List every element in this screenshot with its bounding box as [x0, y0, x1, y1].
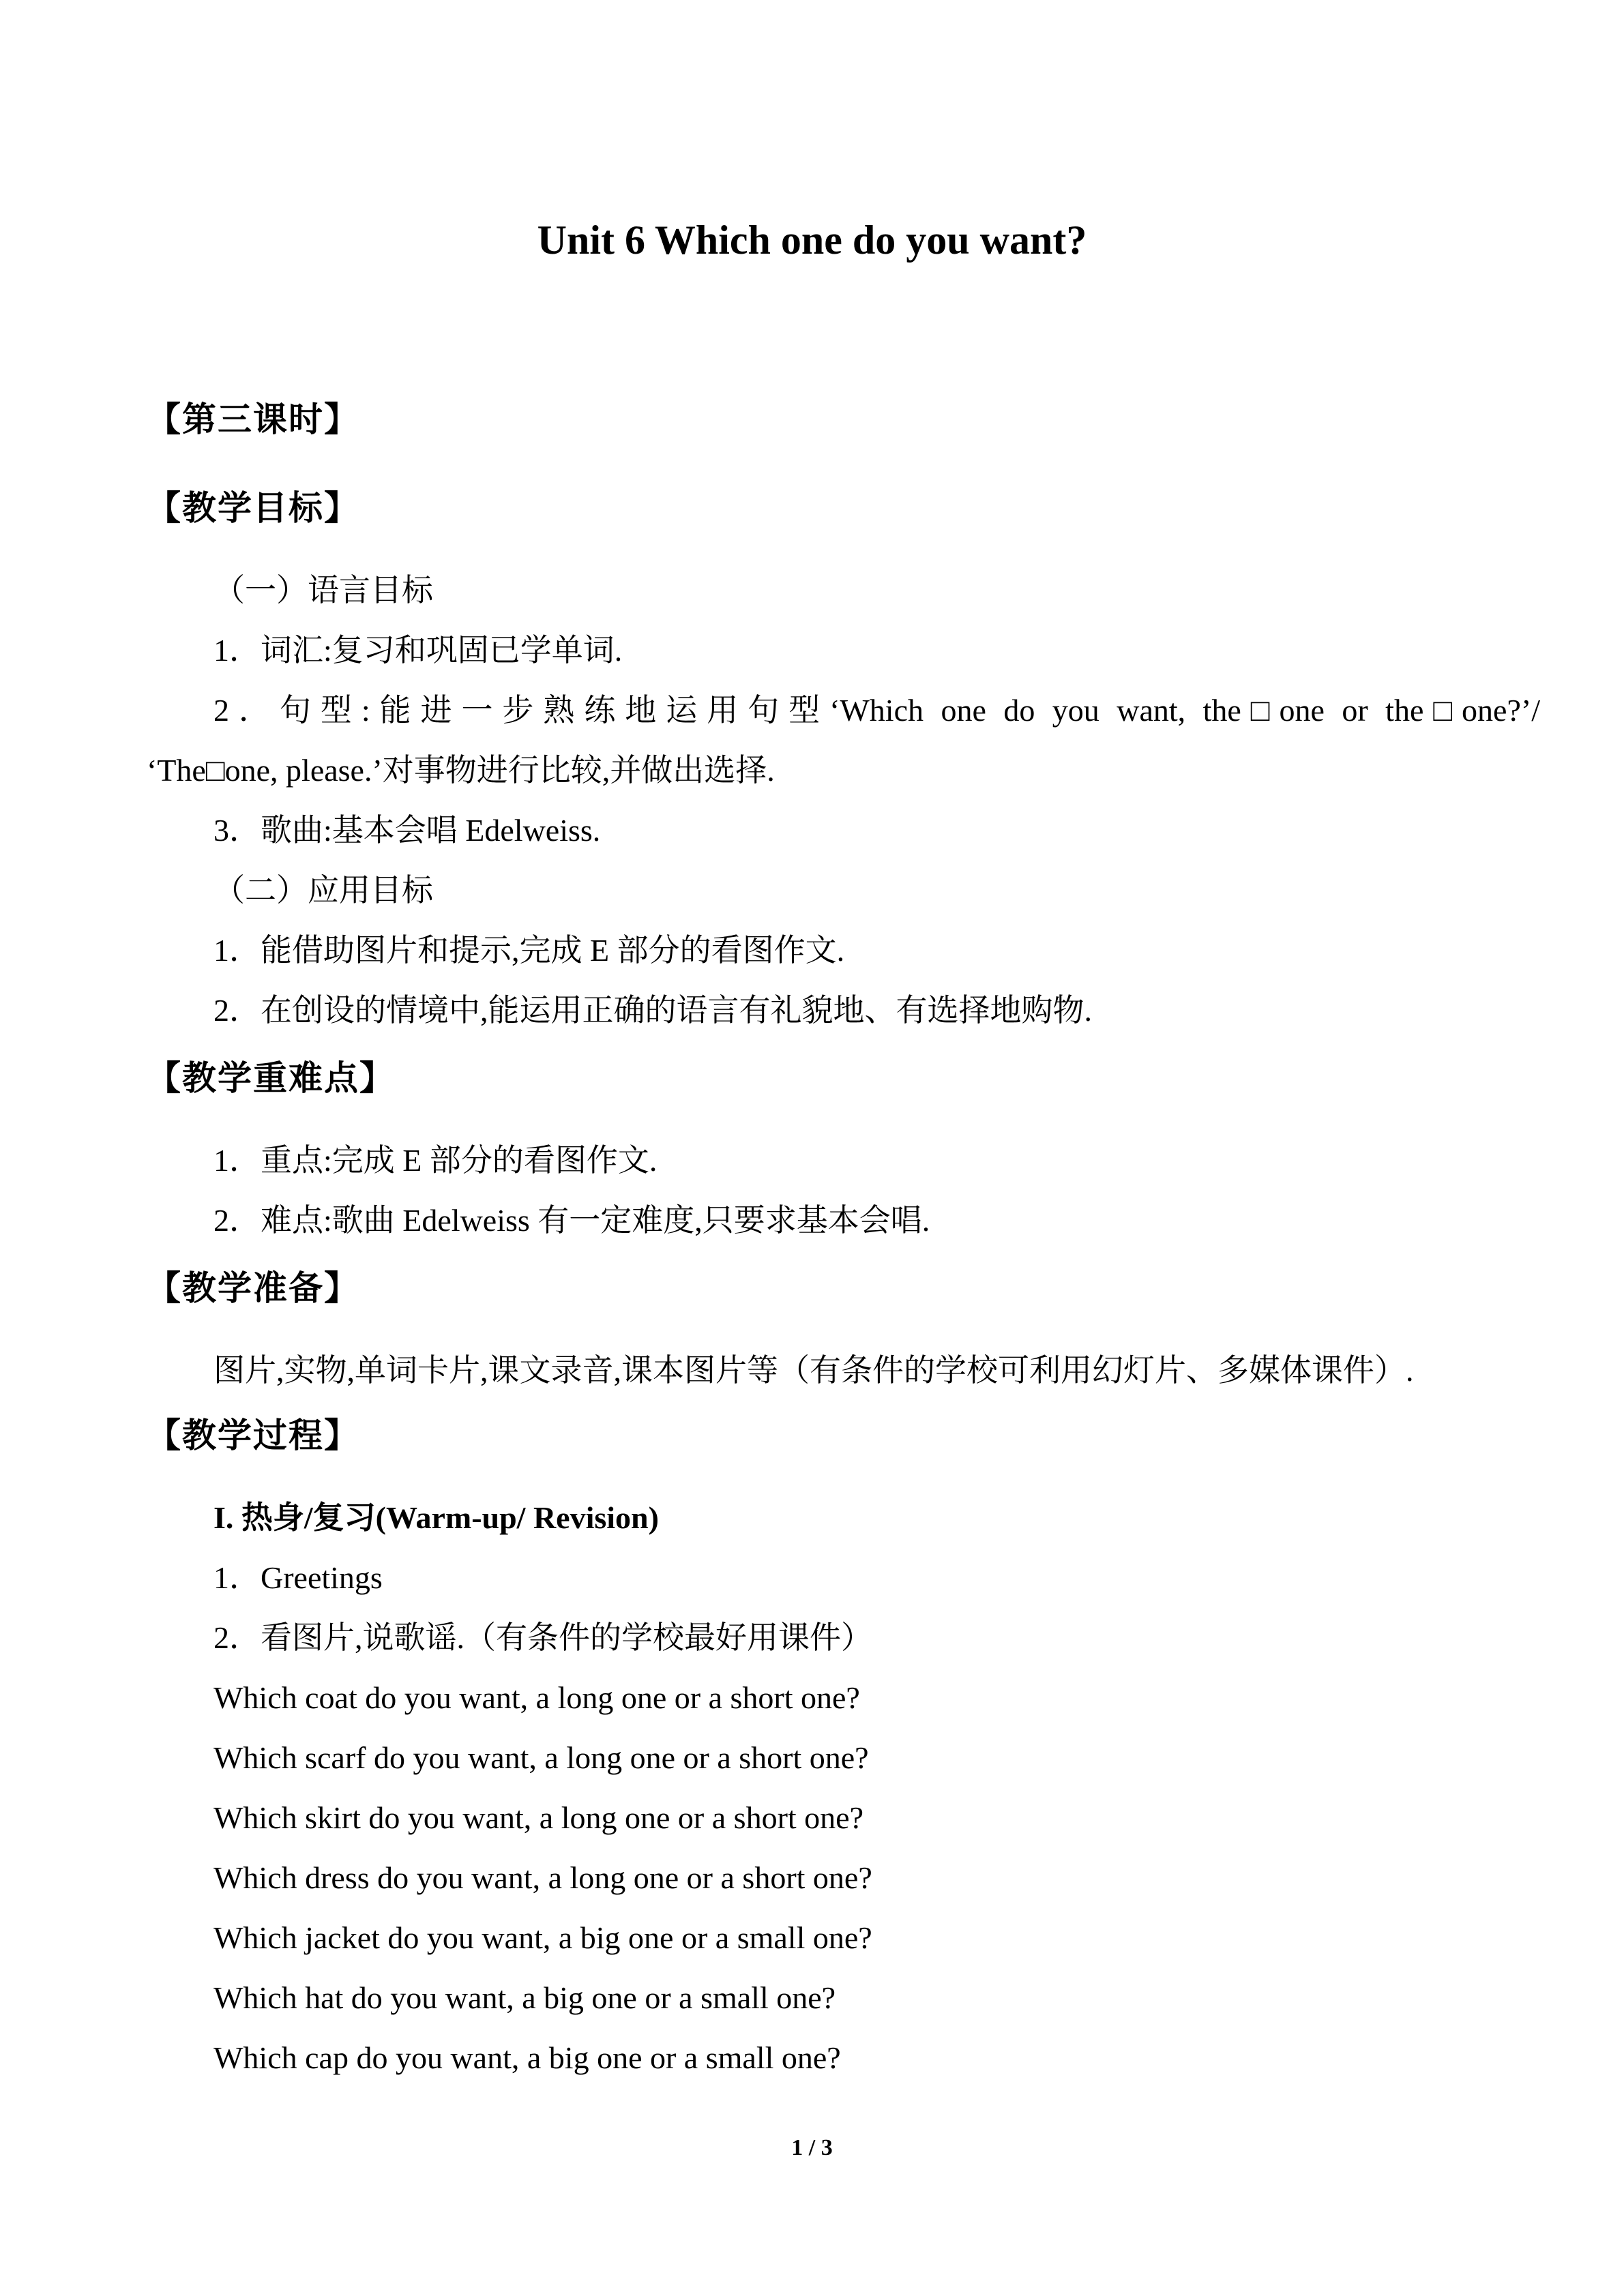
chant-line: Which dress do you want, a long one or a short one?	[213, 1860, 872, 1895]
chant-line: Which jacket do you want, a big one or a small one?	[213, 1920, 872, 1955]
chant-line: Which scarf do you want, a long one or a short one?	[213, 1740, 869, 1775]
key-point-item: 1．重点:完成 E 部分的看图作文.	[213, 1143, 658, 1178]
chant-line: Which hat do you want, a big one or a small one?	[213, 1980, 836, 2015]
key-point-item: 2．难点:歌曲 Edelweiss 有一定难度,只要求基本会唱.	[213, 1203, 930, 1238]
warmup-step-title: I. 热身/复习(Warm-up/ Revision)	[213, 1500, 659, 1535]
warmup-step-item: 1．Greetings	[213, 1560, 383, 1595]
language-objective-item: 3．歌曲:基本会唱 Edelweiss.	[213, 813, 601, 848]
preparation-heading: 【教学准备】	[147, 1268, 359, 1308]
chant-line: Which skirt do you want, a long one or a short one?	[213, 1800, 863, 1835]
warmup-step-item: 2．看图片,说歌谣.（有条件的学校最好用课件）	[213, 1620, 872, 1655]
application-objective-item: 1．能借助图片和提示,完成 E 部分的看图作文.	[213, 933, 845, 968]
process-heading: 【教学过程】	[147, 1416, 359, 1455]
key-points-heading: 【教学重难点】	[147, 1058, 395, 1098]
section-period-heading: 【第三课时】	[147, 400, 359, 439]
objectives-heading: 【教学目标】	[147, 488, 359, 528]
language-objective-item: 1．词汇:复习和巩固已学单词.	[213, 633, 623, 668]
chant-line: Which coat do you want, a long one or a short one?	[213, 1680, 860, 1715]
document-title: Unit 6 Which one do you want?	[537, 218, 1087, 263]
page-number: 1 / 3	[791, 2135, 833, 2160]
language-objectives-heading: （一）语言目标	[213, 573, 433, 608]
application-objectives-heading: （二）应用目标	[213, 873, 433, 908]
chant-line: Which cap do you want, a big one or a small one?	[213, 2040, 841, 2075]
preparation-text: 图片,实物,单词卡片,课文录音,课本图片等（有条件的学校可利用幻灯片、多媒体课件）.	[213, 1353, 1414, 1388]
application-objective-item: 2．在创设的情境中,能运用正确的语言有礼貌地、有选择地购物.	[213, 993, 1092, 1028]
language-objective-item: ‘The□one, please.’对事物进行比较,并做出选择.	[147, 753, 775, 788]
language-objective-item: 2．句型:能进一步熟练地运用句型‘Which one do you want, the□one or the□one?’/	[213, 693, 1540, 728]
